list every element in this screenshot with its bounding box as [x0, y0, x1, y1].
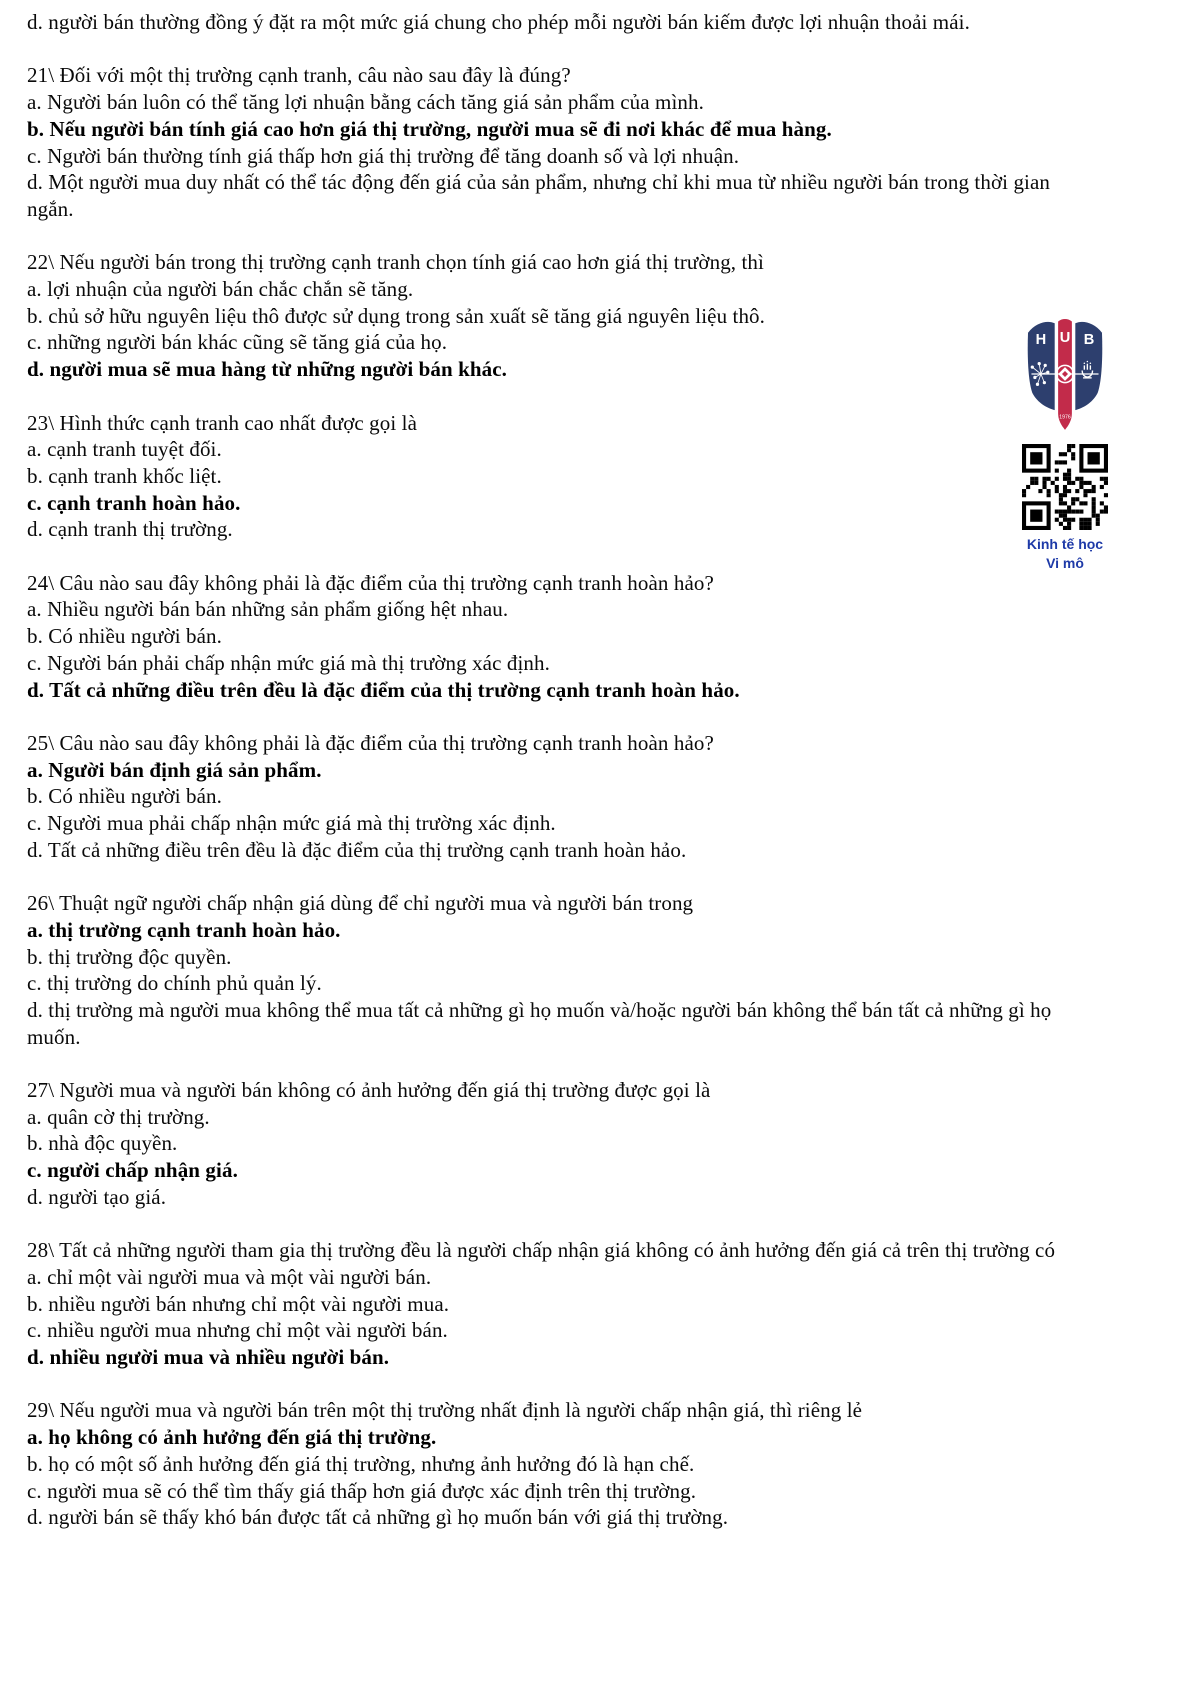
answer-option: a. chỉ một vài người mua và một vài người bán. — [27, 1264, 432, 1289]
diamond-emblem-icon — [1056, 365, 1073, 382]
qr-caption-line2: Vi mô — [1046, 555, 1084, 571]
answer-option: b. Có nhiều người bán. — [27, 784, 223, 809]
answer-option: d. người bán sẽ thấy khó bán được tất cả những gì họ muốn bán với giá thị trường. — [27, 1505, 729, 1530]
question-block — [27, 410, 1090, 544]
answer-option: c. thị trường do chính phủ quản lý. — [27, 971, 322, 996]
question-block — [27, 62, 1090, 222]
answer-option: c. Người bán thường tính giá thấp hơn giá thị trường để tăng doanh số và lợi nhuận. — [27, 143, 740, 168]
question-stem: 22\ Nếu người bán trong thị trường cạnh tranh chọn tính giá cao hơn giá thị trường, thì — [27, 250, 764, 275]
answer-option: b. thị trường độc quyền. — [27, 944, 232, 969]
hub-logo-icon — [1022, 305, 1108, 443]
logo-letter-u: U — [1059, 330, 1071, 347]
question-block — [27, 1237, 1090, 1371]
answer-option: b. nhiều người bán nhưng chỉ một vài người mua. — [27, 1291, 450, 1316]
answer-option: c. cạnh tranh hoàn hảo. — [27, 490, 241, 515]
answer-option: d. Tất cả những điều trên đều là đặc điểm của thị trường cạnh tranh hoàn hảo. — [27, 677, 740, 702]
answer-option: a. lợi nhuận của người bán chắc chắn sẽ tăng. — [27, 277, 414, 301]
logo-year: 1976 — [1059, 414, 1071, 421]
questions-content — [27, 9, 1090, 1531]
answer-option: b. chủ sở hữu nguyên liệu thô được sử dụng trong sản xuất sẽ tăng giá nguyên liệu thô. — [27, 303, 766, 328]
answer-option: a. Người bán định giá sản phẩm. — [27, 757, 322, 782]
answer-option: b. cạnh tranh khốc liệt. — [27, 463, 222, 488]
answer-option: d. Tất cả những điều trên đều là đặc điểm của thị trường cạnh tranh hoàn hảo. — [27, 837, 687, 862]
question-stem: 24\ Câu nào sau đây không phải là đặc điểm của thị trường cạnh tranh hoàn hảo? — [27, 570, 714, 595]
answer-option: d. người tạo giá. — [27, 1184, 167, 1209]
question-block — [27, 890, 1090, 1050]
answer-option: a. cạnh tranh tuyệt đối. — [27, 437, 222, 462]
question-block — [27, 249, 1090, 383]
question-stem: 27\ Người mua và người bán không có ảnh hưởng đến giá thị trường được gọi là — [27, 1078, 711, 1103]
question-block — [27, 1077, 1090, 1211]
answer-option: c. nhiều người mua nhưng chỉ một vài người bán. — [27, 1318, 448, 1343]
answer-option: d. người mua sẽ mua hàng từ những người bán khác. — [27, 357, 508, 382]
answer-option: b. Có nhiều người bán. — [27, 624, 223, 649]
question-block — [27, 570, 1090, 704]
answer-option: c. những người bán khác cũng sẽ tăng giá của họ. — [27, 330, 448, 355]
question-stem: 28\ Tất cả những người tham gia thị trường đều là người chấp nhận giá không có ảnh hưởng đến giá cả trên thị trường có — [27, 1238, 1056, 1263]
question-block — [27, 730, 1090, 864]
question-list — [27, 62, 1090, 1531]
qr-code — [1021, 444, 1109, 530]
question-stem: 25\ Câu nào sau đây không phải là đặc điểm của thị trường cạnh tranh hoàn hảo? — [27, 730, 714, 755]
qr-caption-line1: Kinh tế học — [1026, 536, 1104, 552]
qr-caption — [1016, 535, 1114, 573]
branding-sidebar — [1016, 305, 1114, 573]
answer-option: d. Một người mua duy nhất có thể tác động đến giá của sản phẩm, nhưng chỉ khi mua từ nhiều người bán trong thời gian ngắn. — [27, 170, 1051, 221]
answer-option: d. cạnh tranh thị trường. — [27, 517, 233, 542]
answer-option: c. Người mua phải chấp nhận mức giá mà thị trường xác định. — [27, 811, 556, 836]
answer-option: d. thị trường mà người mua không thể mua tất cả những gì họ muốn và/hoặc người bán không thể bán tất cả những gì họ muốn. — [27, 997, 1052, 1049]
answer-option: b. họ có một số ảnh hưởng đến giá thị trường, nhưng ảnh hưởng đó là hạn chế. — [27, 1451, 695, 1476]
answer-option: a. quân cờ thị trường. — [27, 1104, 210, 1129]
question-stem: 26\ Thuật ngữ người chấp nhận giá dùng để chỉ người mua và người bán trong — [27, 891, 694, 916]
question-stem: 21\ Đối với một thị trường cạnh tranh, câu nào sau đây là đúng? — [27, 63, 571, 88]
question-stem: 29\ Nếu người mua và người bán trên một thị trường nhất định là người chấp nhận giá, thì riêng lẻ — [27, 1398, 863, 1423]
answer-option: c. người mua sẽ có thể tìm thấy giá thấp hơn giá được xác định trên thị trường. — [27, 1478, 697, 1503]
logo-letter-b: B — [1083, 331, 1095, 348]
answer-option: a. Người bán luôn có thể tăng lợi nhuận bằng cách tăng giá sản phẩm của mình. — [27, 90, 704, 115]
intro-option-line: d. người bán thường đồng ý đặt ra một mức giá chung cho phép mỗi người bán kiếm được lợi nhuận thoải mái. — [27, 10, 970, 34]
logo-letter-h: H — [1035, 331, 1047, 348]
answer-option: c. Người bán phải chấp nhận mức giá mà thị trường xác định. — [27, 650, 550, 675]
answer-option: a. Nhiều người bán bán những sản phẩm giống hệt nhau. — [27, 597, 509, 622]
answer-option: a. thị trường cạnh tranh hoàn hảo. — [27, 917, 341, 942]
question-block — [27, 1397, 1090, 1531]
question-stem: 23\ Hình thức cạnh tranh cao nhất được gọi là — [27, 410, 418, 435]
answer-option: b. Nếu người bán tính giá cao hơn giá thị trường, người mua sẽ đi nơi khác để mua hàng. — [27, 116, 832, 141]
answer-option: c. người chấp nhận giá. — [27, 1158, 238, 1183]
answer-option: a. họ không có ảnh hưởng đến giá thị trường. — [27, 1425, 437, 1450]
answer-option: d. nhiều người mua và nhiều người bán. — [27, 1345, 390, 1370]
answer-option: b. nhà độc quyền. — [27, 1131, 178, 1156]
